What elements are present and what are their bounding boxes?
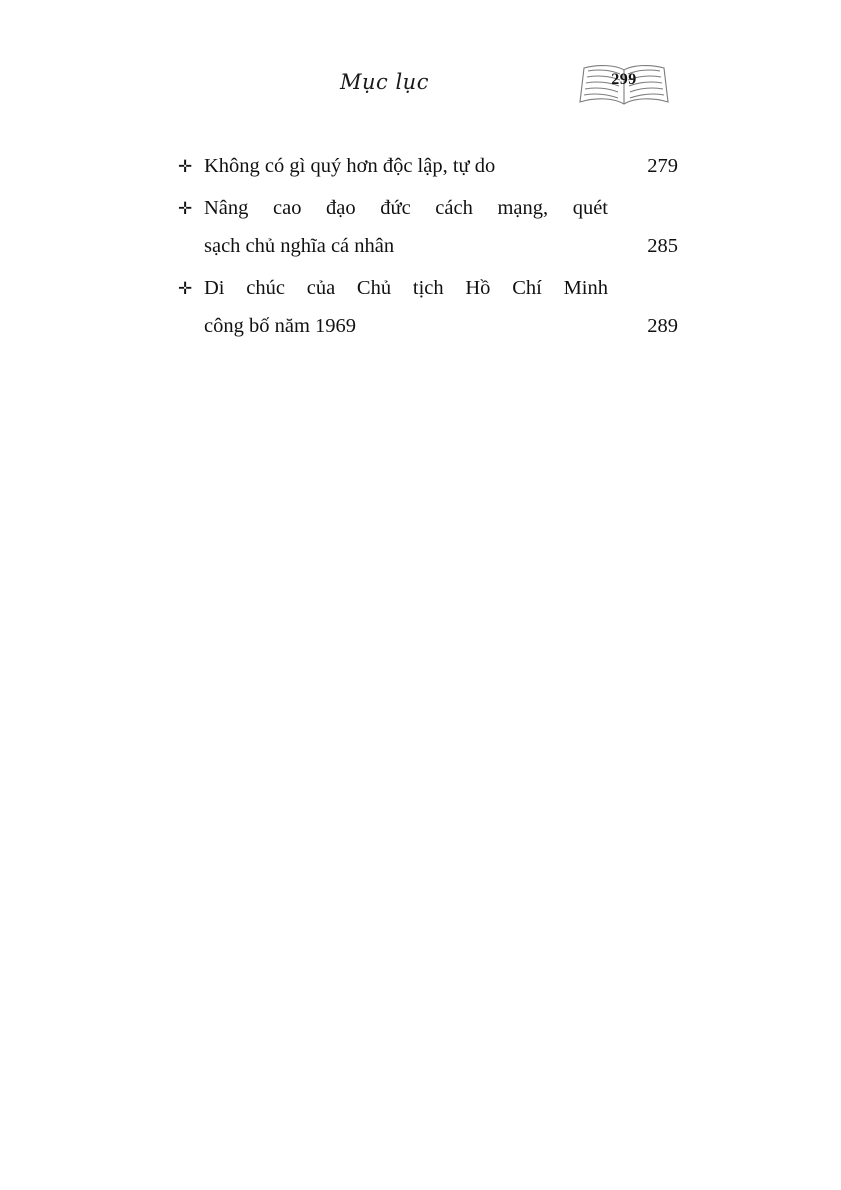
toc-entry-title: Nâng cao đạo đức cách mạng, quét	[204, 197, 608, 219]
bullet-icon: ✛	[178, 279, 193, 298]
bullet-icon: ✛	[178, 199, 193, 218]
toc-entry-title-cont: công bố năm 1969	[204, 315, 357, 337]
table-of-contents	[178, 147, 678, 349]
page-title: Mục lục	[340, 70, 429, 94]
toc-entry	[178, 147, 678, 185]
bullet-spacer	[178, 250, 204, 252]
bullet-icon: ✛	[178, 157, 193, 176]
toc-entry	[178, 269, 678, 345]
toc-entry-title-cont: sạch chủ nghĩa cá nhân	[204, 235, 395, 257]
bullet-spacer	[178, 330, 204, 332]
toc-entry-title: Không có gì quý hơn độc lập, tự do	[204, 155, 496, 177]
toc-entry	[178, 189, 678, 265]
page-number: 299	[611, 71, 637, 88]
page-header	[0, 62, 841, 126]
toc-entry-page: 289	[647, 315, 678, 337]
toc-entry-page: 279	[647, 155, 678, 177]
toc-entry-title: Di chúc của Chủ tịch Hồ Chí Minh	[204, 277, 608, 299]
open-book-icon	[578, 62, 670, 108]
toc-entry-page: 285	[647, 235, 678, 257]
